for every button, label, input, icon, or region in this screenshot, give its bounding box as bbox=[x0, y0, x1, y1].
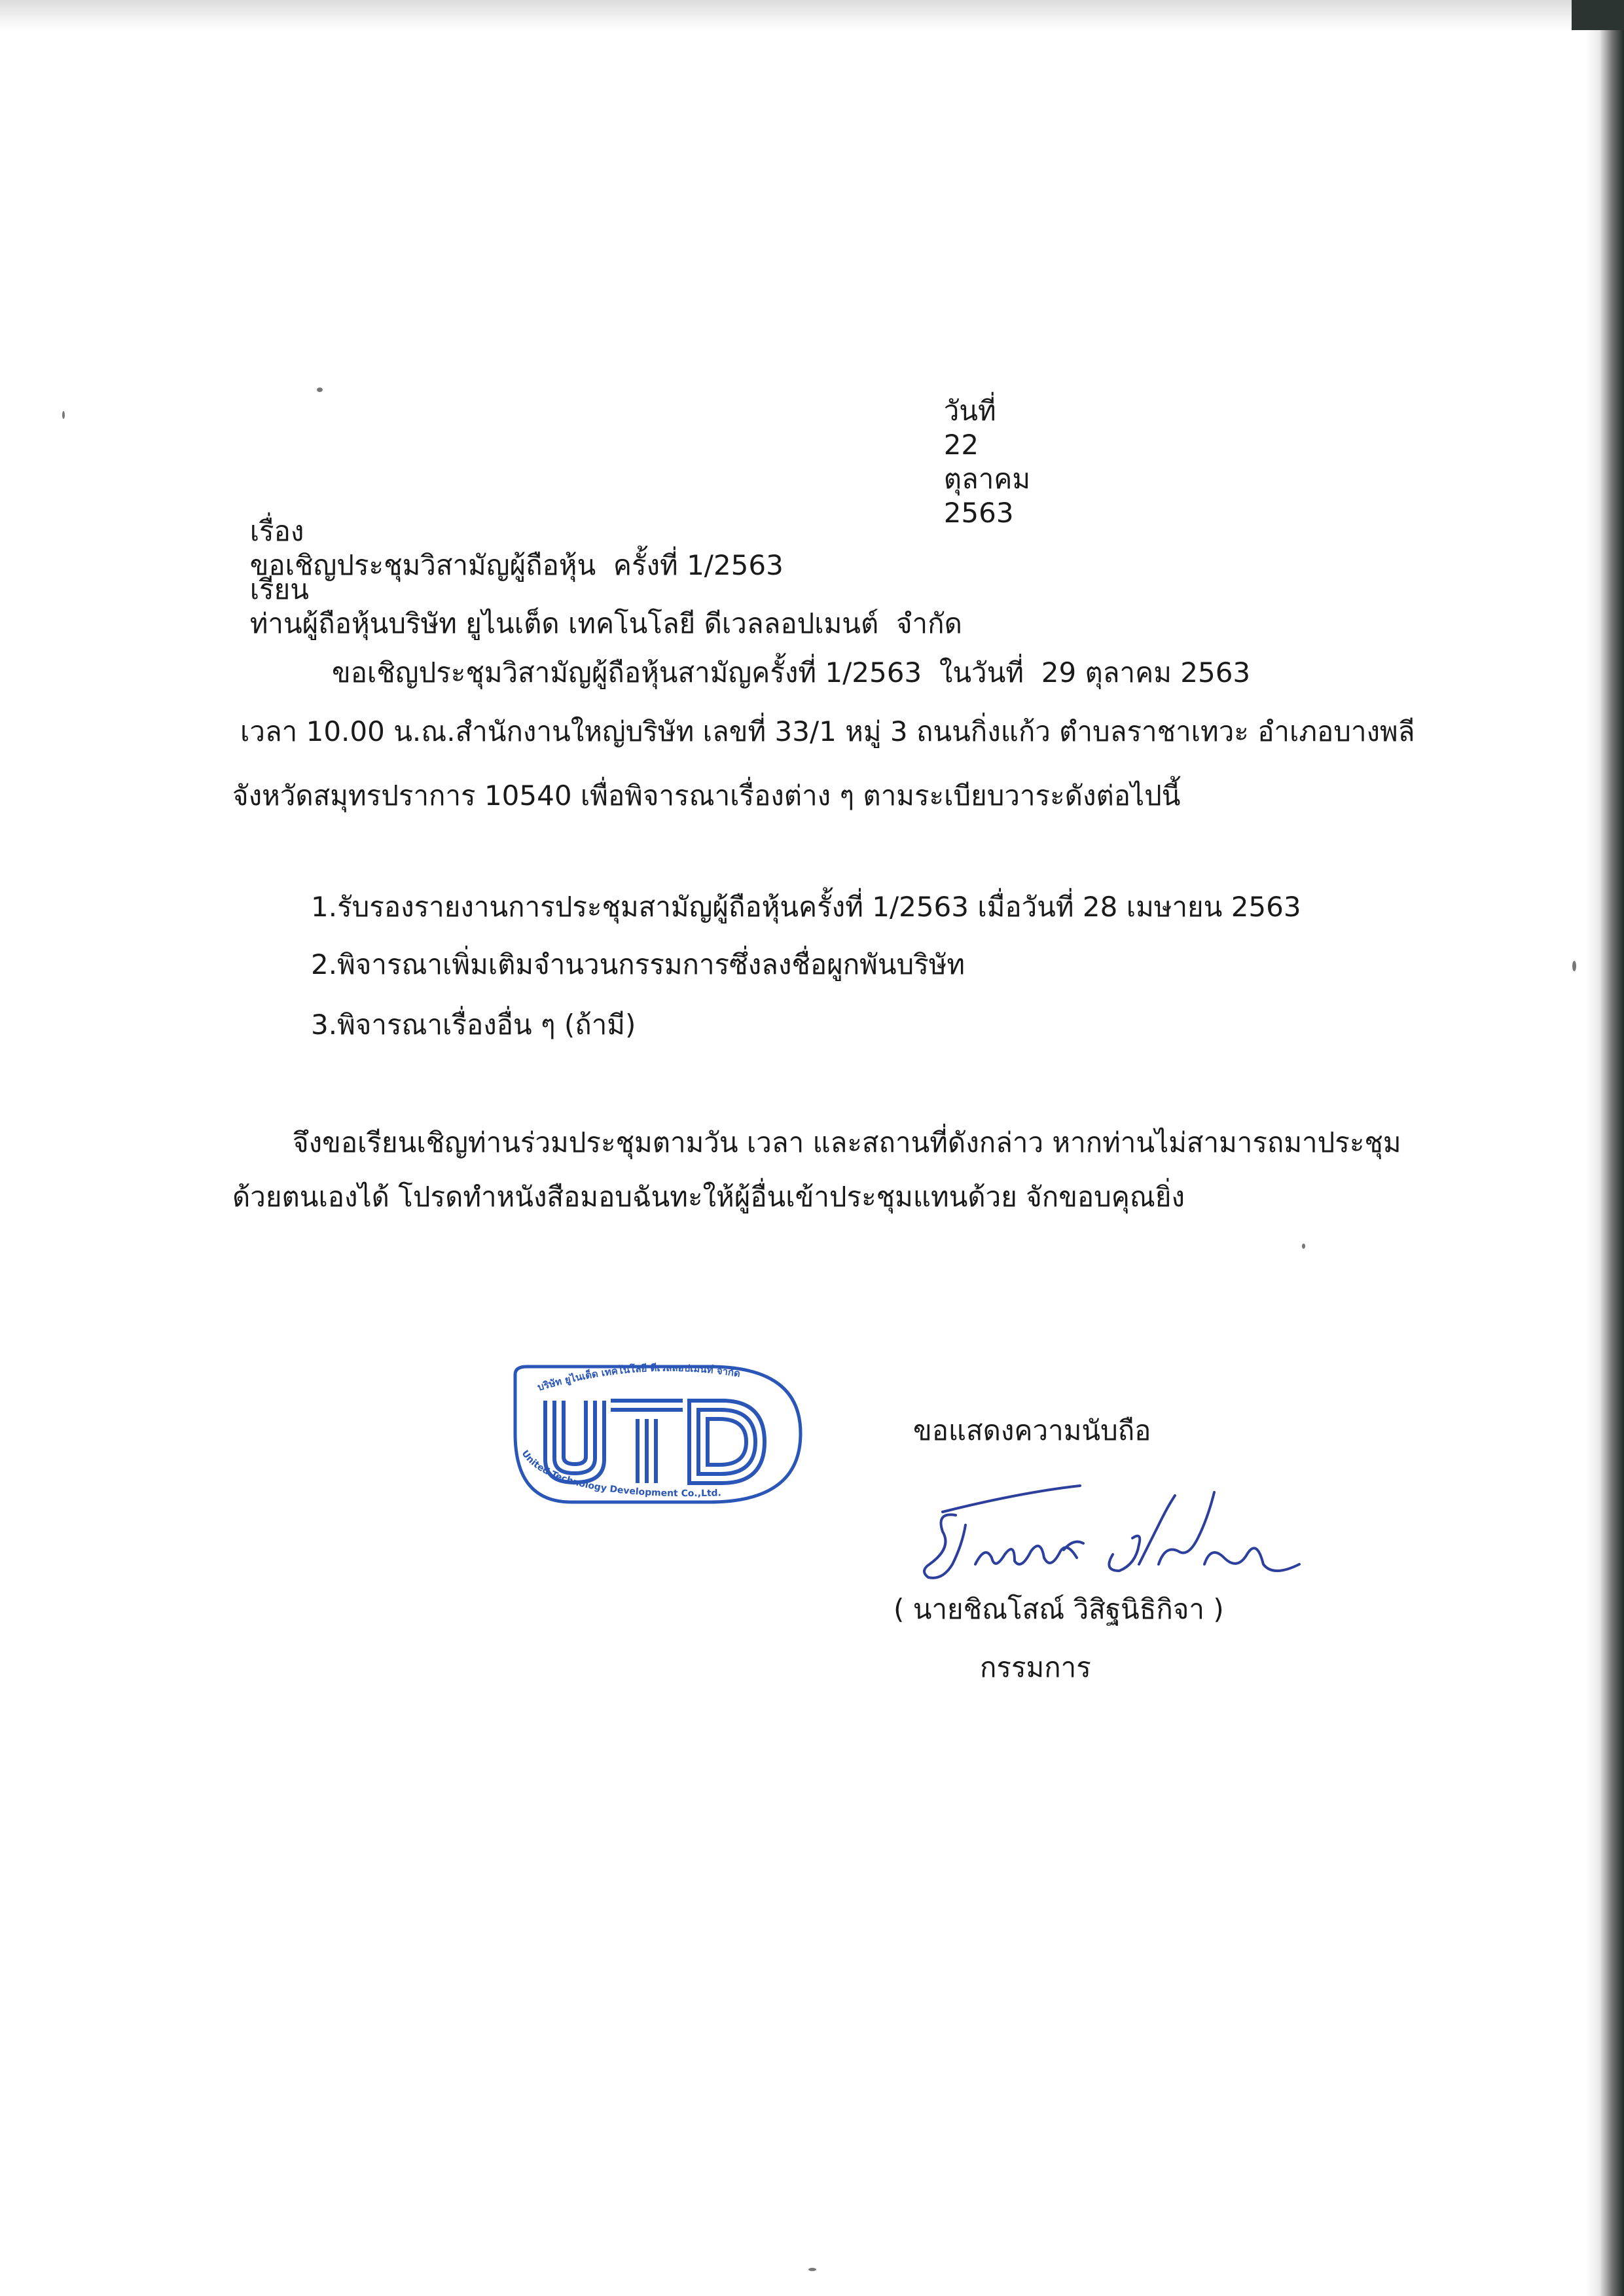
closing-line-2: ด้วยตนเองได้ โปรดทำหนังสือมอบฉันทะให้ผู้อื่นเข้าประชุมแทนด้วย จักขอบคุณยิ่ง bbox=[232, 1181, 1185, 1213]
scan-speck bbox=[1302, 1244, 1305, 1249]
subject-text: ขอเชิญประชุมวิสามัญผู้ถือหุ้น ครั้งที่ 1/2563 bbox=[249, 549, 784, 581]
body-line-1: ขอเชิญประชุมวิสามัญผู้ถือหุ้นสามัญครั้งที่ 1/2563 ในวันที่ 29 ตุลาคม 2563 bbox=[332, 656, 1251, 689]
date-day: 22 bbox=[943, 429, 979, 461]
body-line-3: จังหวัดสมุทรปราการ 10540 เพื่อพิจารณาเรื่องต่าง ๆ ตามระเบียบวาระดังต่อไปนี้ bbox=[232, 780, 1181, 812]
scan-edge-top bbox=[0, 0, 1624, 30]
body-line-2: เวลา 10.00 น.ณ.สำนักงานใหญ่บริษัท เลขที่ 33/1 หมู่ 3 ถนนกิ่งแก้ว ตำบลราชาเทวะ อำเภอบางพลี bbox=[240, 715, 1415, 747]
agenda-item-1: 1.รับรองรายงานการประชุมสามัญผู้ถือหุ้นครั้งที่ 1/2563 เมื่อวันที่ 28 เมษายน 2563 bbox=[311, 891, 1301, 923]
agenda-item-2: 2.พิจารณาเพิ่มเติมจำนวนกรรมการซึ่งลงชื่อผูกพันบริษัท bbox=[311, 948, 965, 980]
date-label: วันที่ bbox=[943, 395, 996, 427]
recipient-label: เรียน bbox=[249, 573, 309, 605]
date-year: 2563 bbox=[943, 497, 1014, 529]
stamp-monogram bbox=[545, 1401, 765, 1483]
scan-speck bbox=[62, 411, 65, 419]
agenda-item-3: 3.พิจารณาเรื่องอื่น ๆ (ถ้ามี) bbox=[311, 1009, 636, 1041]
subject-label: เรื่อง bbox=[249, 515, 304, 547]
date-month: ตุลาคม bbox=[943, 463, 1031, 495]
scan-speck bbox=[1572, 961, 1576, 971]
stamp-company-english: United Technology Development Co.,Ltd. bbox=[519, 1448, 722, 1499]
company-stamp bbox=[513, 1355, 803, 1512]
stamp-company-thai: บริษัท ยูไนเต็ด เทคโนโลยี ดีเวลลอปเมนท์ จำกัด bbox=[536, 1361, 742, 1393]
recipient-line bbox=[232, 539, 962, 641]
recipient-text: ท่านผู้ถือหุ้นบริษัท ยูไนเต็ด เทคโนโลยี ดีเวลลอปเมนต์ จำกัด bbox=[249, 607, 962, 639]
closing-line-1: จึงขอเรียนเชิญท่านร่วมประชุมตามวัน เวลา และสถานที่ดังกล่าว หากท่านไม่สามารถมาประชุม bbox=[293, 1126, 1401, 1158]
closing-salutation: ขอแสดงความนับถือ bbox=[913, 1414, 1151, 1446]
handwritten-signature bbox=[916, 1466, 1309, 1584]
signatory-name: ( นายชิณโสณ์ วิสิฐนิธิกิจา ) bbox=[893, 1593, 1224, 1625]
scan-edge-right bbox=[1586, 0, 1624, 2296]
date-line bbox=[926, 360, 1048, 530]
scan-speck bbox=[317, 387, 323, 392]
scan-speck bbox=[808, 2268, 816, 2271]
scan-corner bbox=[1572, 0, 1624, 30]
signatory-position: กรรมการ bbox=[980, 1651, 1091, 1683]
